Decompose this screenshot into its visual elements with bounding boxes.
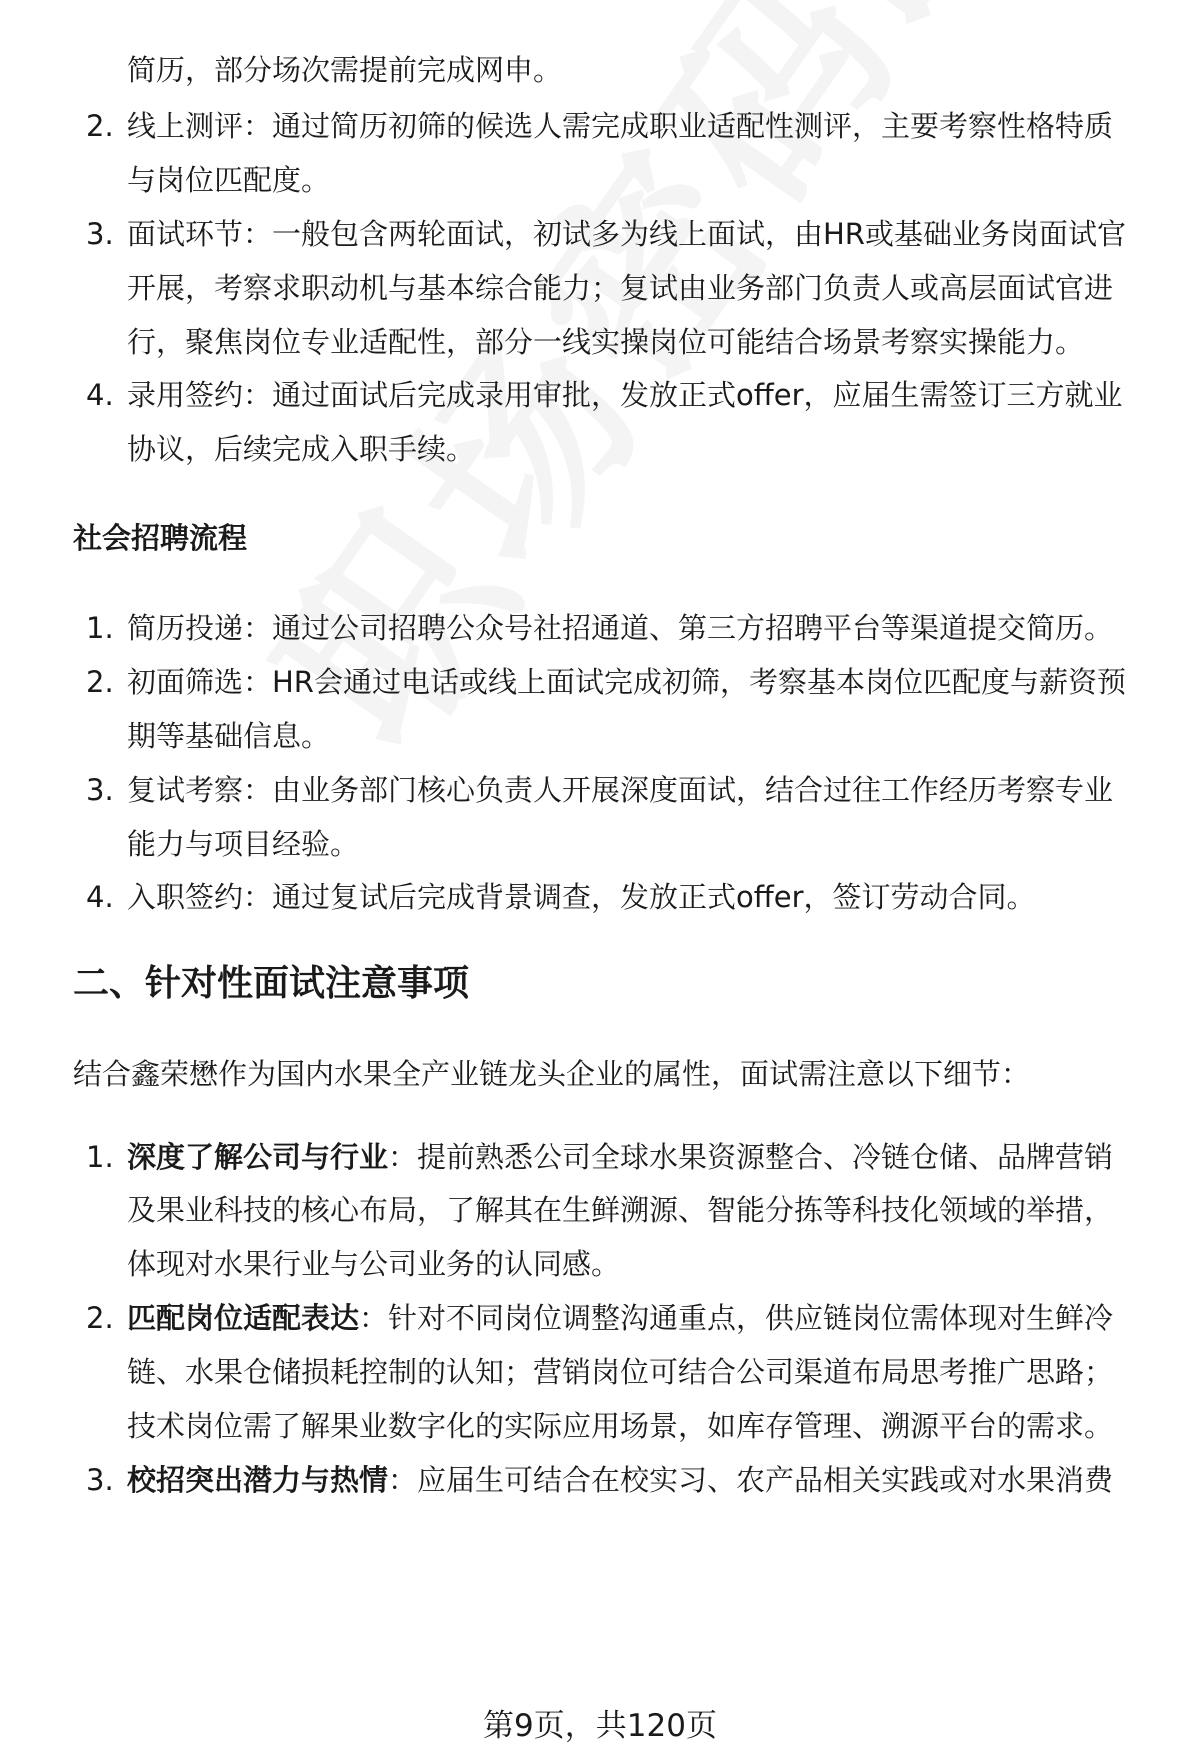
list-item-text: ：针对不同岗位调整沟通重点，供应链岗位需体现对生鲜冷 [359,1301,1114,1335]
section-subheading: 社会招聘流程 [73,521,248,555]
list-item-line: 面试环节：一般包含两轮面试，初试多为线上面试，由HR或基础业务岗面试官 [127,217,1126,251]
list-number: 2. [86,109,114,143]
section-heading: 二、针对性面试注意事项 [73,963,470,1004]
list-item-line: 线上测评：通过简历初筛的候选人需完成职业适配性测评，主要考察性格特质 [127,109,1114,143]
page-number: 第9页，共120页 [483,1708,717,1744]
list-item-text: ：应届生可结合在校实习、农产品相关实践或对水果消费 [388,1463,1114,1497]
list-item-line: 行，聚焦岗位专业适配性，部分一线实操岗位可能结合场景考察实操能力。 [127,325,1085,359]
list-number: 2. [86,665,114,699]
list-item-line: 入职签约：通过复试后完成背景调查，发放正式offer，签订劳动合同。 [127,880,1036,914]
list-item-bold-label: 匹配岗位适配表达 [127,1301,360,1335]
list-item-bold-label: 校招突出潜力与热情 [127,1463,389,1497]
list-item-line: 简历投递：通过公司招聘公众号社招通道、第三方招聘平台等渠道提交简历。 [127,611,1114,645]
list-number: 1. [86,611,114,645]
list-item-line [127,1298,1113,1338]
list-item-line: 录用签约：通过面试后完成录用审批，发放正式offer，应届生需签订三方就业 [127,378,1123,412]
list-number: 3. [86,773,114,807]
list-number: 4. [86,378,114,412]
list-item-bold-label: 深度了解公司与行业 [127,1140,389,1174]
intro-paragraph: 结合鑫荣懋作为国内水果全产业链龙头企业的属性，面试需注意以下细节： [73,1057,1031,1091]
list-item-line: 能力与项目经验。 [127,827,360,861]
list-item-line [127,1137,1113,1177]
list-item-line: 初面筛选：HR会通过电话或线上面试完成初筛，考察基本岗位匹配度与薪资预 [127,665,1126,699]
list-item-line [127,1460,1113,1500]
list-item-line: 及果业科技的核心布局，了解其在生鲜溯源、智能分拣等科技化领域的举措， [127,1193,1114,1227]
list-item-line: 复试考察：由业务部门核心负责人开展深度面试，结合过往工作经历考察专业 [127,773,1114,807]
list-item-line: 体现对水果行业与公司业务的认同感。 [127,1247,621,1281]
list-item-line: 链、水果仓储损耗控制的认知；营销岗位可结合公司渠道布局思考推广思路； [127,1355,1114,1389]
list-item-line: 与岗位匹配度。 [127,163,331,197]
list-item-line: 开展，考察求职动机与基本综合能力；复试由业务部门负责人或高层面试官进 [127,271,1114,305]
list-item-line: 协议，后续完成入职手续。 [127,432,476,466]
list-item-line: 期等基础信息。 [127,719,331,753]
list-number: 2. [86,1301,114,1335]
list-number: 1. [86,1140,114,1174]
list-number: 4. [86,880,114,914]
list-item-text: ：提前熟悉公司全球水果资源整合、冷链仓储、品牌营销 [388,1140,1114,1174]
list-number: 3. [86,217,114,251]
list-item-continuation: 简历，部分场次需提前完成网申。 [127,53,563,87]
list-item-line: 技术岗位需了解果业数字化的实际应用场景，如库存管理、溯源平台的需求。 [127,1409,1114,1443]
list-number: 3. [86,1463,114,1497]
